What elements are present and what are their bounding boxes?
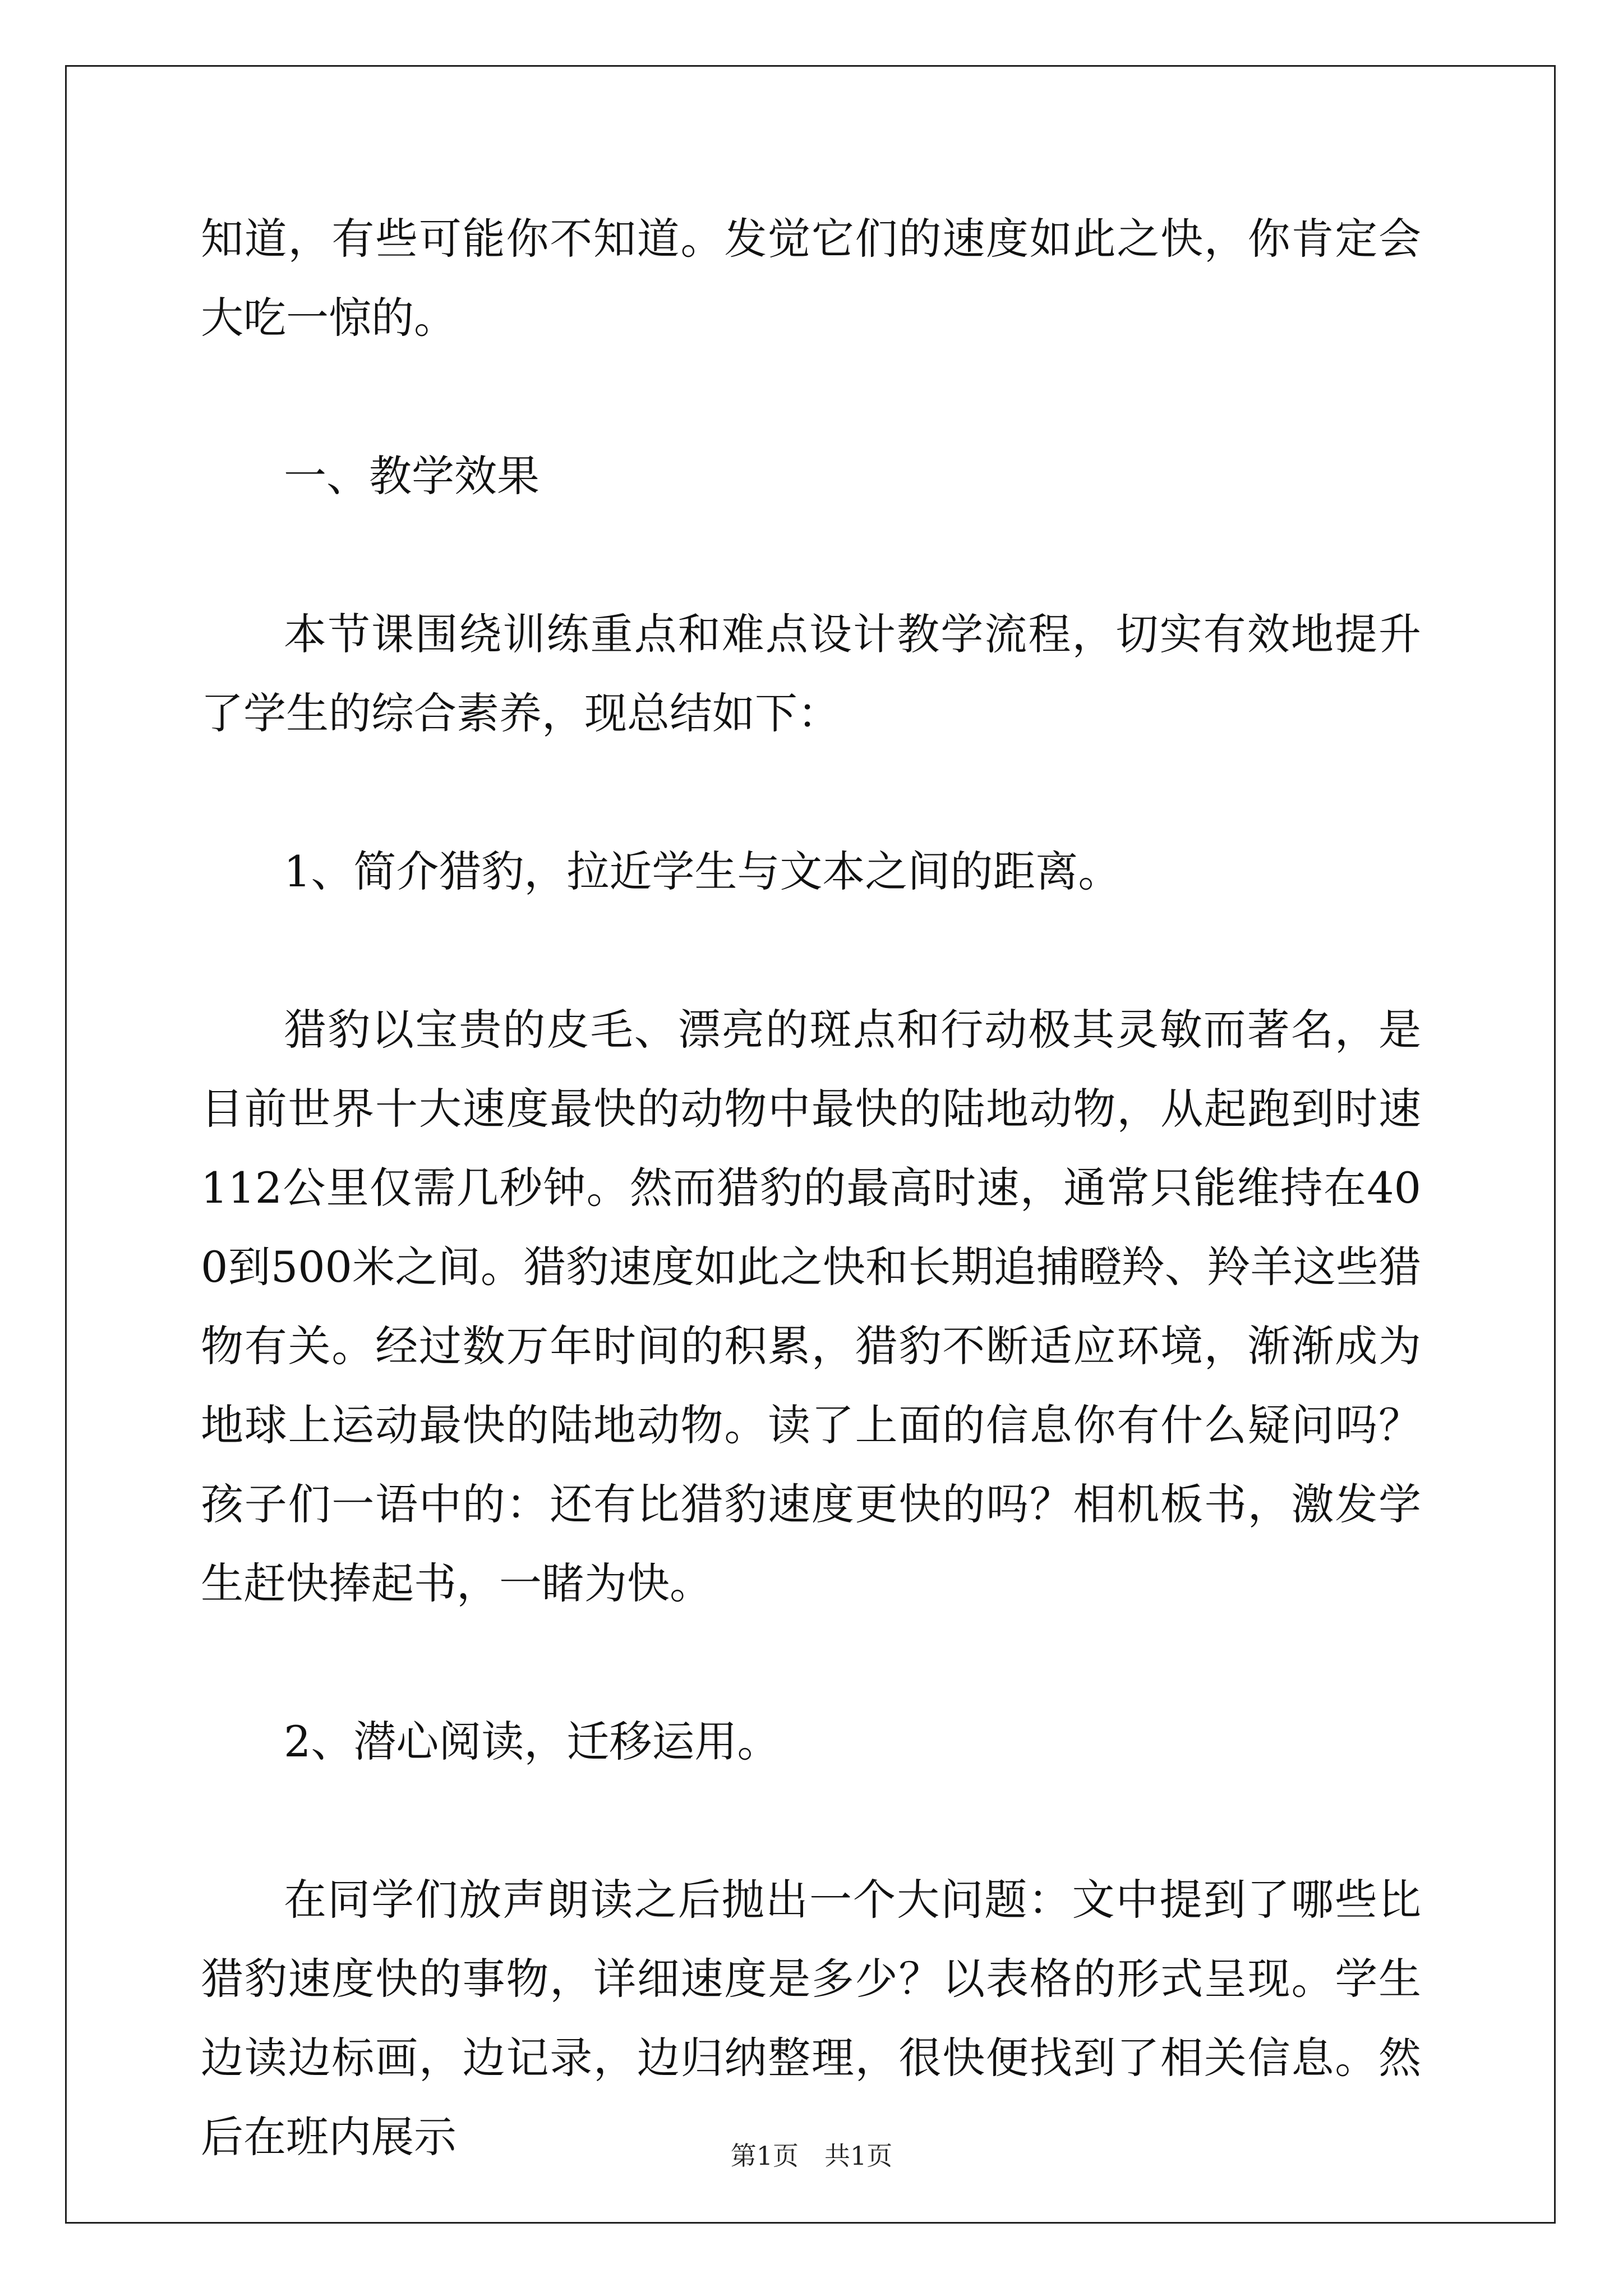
page-number-current: 第1页 <box>730 2141 799 2171</box>
subheading-reading-application: 2、潜心阅读，迁移运用。 <box>284 1717 780 1766</box>
page-footer <box>0 2139 1623 2173</box>
subheading-cheetah-intro: 1、简介猎豹，拉近学生与文本之间的距离。 <box>284 846 1121 896</box>
section-heading-teaching-effect: 一、教学效果 <box>284 451 540 501</box>
paragraph-cheetah-facts: 猎豹以宝贵的皮毛、漂亮的斑点和行动极其灵敏而著名，是目前世界十大速度最快的动物中最快的陆地动物，从起跑到时速112公里仅需几秒钟。然而猎豹的最高时速，通常只能维持在400到500米之间。猎豹速度如此之快和长期追捕瞪羚、羚羊这些猎物有关。经过数万年时间的积累，猎豹不断适应环境，渐渐成为地球上运动最快的陆地动物。读了上面的信息你有什么疑问吗？孩子们一语中的：还有比猎豹速度更快的吗？相机板书，激发学生赶快捧起书，一睹为快。 <box>201 1005 1421 1608</box>
paragraph-summary-intro: 本节课围绕训练重点和难点设计教学流程，切实有效地提升了学生的综合素养，现总结如下： <box>201 609 1421 738</box>
document-body <box>201 199 1421 2177</box>
paragraph-reading-activity: 在同学们放声朗读之后抛出一个大问题：文中提到了哪些比猎豹速度快的事物，详细速度是多少？以表格的形式呈现。学生边读边标画，边记录，边归纳整理，很快便找到了相关信息。然后在班内展示 <box>201 1875 1421 2162</box>
paragraph-continuation: 知道，有些可能你不知道。发觉它们的速度如此之快，你肯定会大吃一惊的。 <box>201 214 1421 343</box>
page-number-total: 共1页 <box>824 2141 893 2171</box>
